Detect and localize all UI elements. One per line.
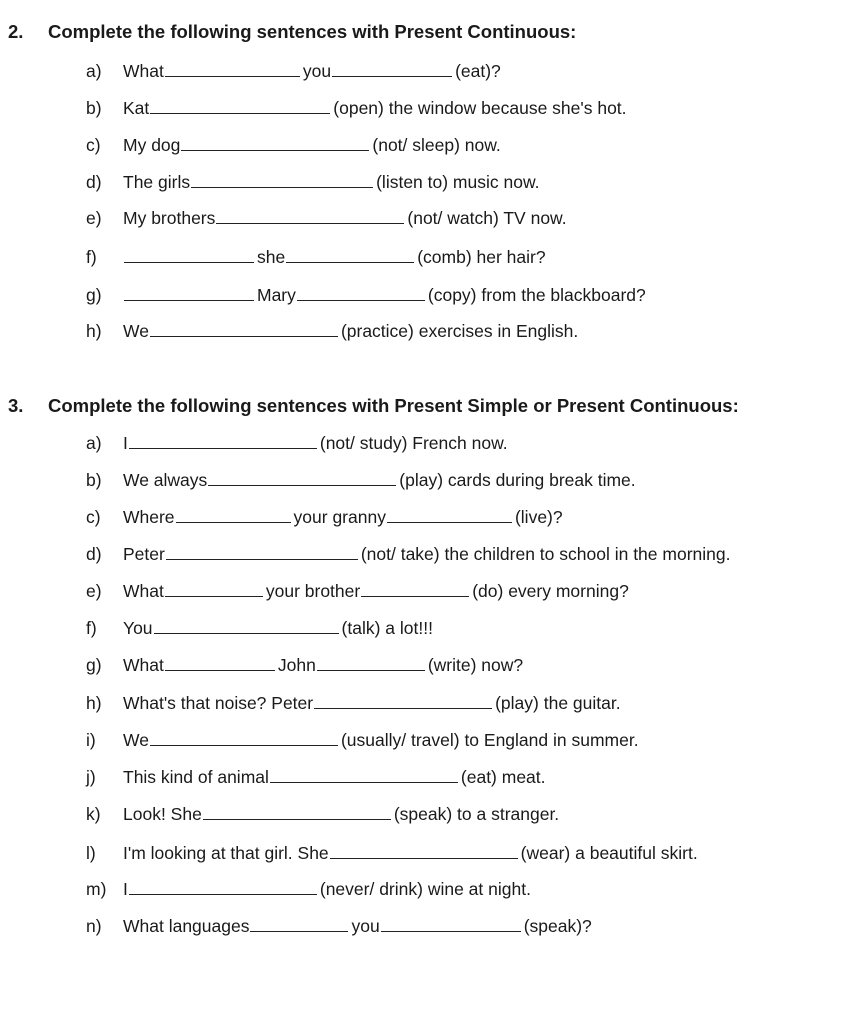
sentence xyxy=(123,876,531,902)
answer-blank[interactable] xyxy=(361,579,469,597)
item-letter: n) xyxy=(86,916,102,936)
sentence-text: The girls xyxy=(123,172,191,192)
sentence-text: We xyxy=(123,321,149,341)
sentence-text: Kat xyxy=(123,98,150,118)
sentence-text: (listen to) music now. xyxy=(376,172,540,192)
sentence-text: (live)? xyxy=(514,507,563,527)
sentence-text: (eat)? xyxy=(455,61,501,81)
sentence xyxy=(123,169,540,195)
sentence-text: John xyxy=(277,655,316,675)
item-letter: h) xyxy=(86,693,102,713)
sentence-text: Peter xyxy=(123,544,165,564)
sentence-text: she xyxy=(257,247,286,267)
answer-blank[interactable] xyxy=(286,245,414,263)
sentence-text: Mary xyxy=(257,285,296,305)
answer-blank[interactable] xyxy=(216,206,404,224)
answer-blank[interactable] xyxy=(166,542,358,560)
sentence xyxy=(123,727,639,753)
answer-blank[interactable] xyxy=(270,765,458,783)
item-letter: e) xyxy=(86,581,102,601)
sentence-text: (practice) exercises in English. xyxy=(340,321,579,341)
sentence xyxy=(123,430,508,456)
sentence-text: (write) now? xyxy=(427,655,524,675)
answer-blank[interactable] xyxy=(150,319,338,337)
sentence-text: We xyxy=(123,730,149,750)
sentence-text: (speak)? xyxy=(523,916,592,936)
exercise-number: 3. xyxy=(8,395,24,416)
sentence-text: your brother xyxy=(265,581,361,601)
sentence-text: your granny xyxy=(293,507,386,527)
item-letter: a) xyxy=(86,433,102,453)
sentence xyxy=(123,244,546,270)
sentence-text: (wear) a beautiful skirt. xyxy=(520,843,698,863)
sentence xyxy=(123,615,433,641)
sentence-text: (comb) her hair? xyxy=(417,247,546,267)
sentence xyxy=(123,132,501,158)
exercise-2-heading xyxy=(8,21,576,43)
sentence-text: We always xyxy=(123,470,208,490)
exercise-3-heading xyxy=(8,395,739,417)
sentence-text: (eat) meat. xyxy=(460,767,546,787)
sentence-text: My dog xyxy=(123,135,181,155)
sentence-text: My brothers xyxy=(123,208,216,228)
item-letter: f) xyxy=(86,247,97,267)
sentence-text: (copy) from the blackboard? xyxy=(427,285,646,305)
item-letter: g) xyxy=(86,655,102,675)
item-letter: f) xyxy=(86,618,97,638)
sentence-text: (talk) a lot!!! xyxy=(341,618,433,638)
answer-blank[interactable] xyxy=(250,914,348,932)
item-letter: c) xyxy=(86,507,101,527)
sentence xyxy=(123,801,559,827)
exercise-title: Complete the following sentences with Present Simple or Present Continuous: xyxy=(48,395,739,416)
answer-blank[interactable] xyxy=(330,841,518,859)
sentence-text: Where xyxy=(123,507,175,527)
item-letter: d) xyxy=(86,172,102,192)
sentence-text: (open) the window because she's hot. xyxy=(333,98,627,118)
answer-blank[interactable] xyxy=(297,283,425,301)
sentence xyxy=(123,467,636,493)
answer-blank[interactable] xyxy=(381,914,521,932)
answer-blank[interactable] xyxy=(317,653,425,671)
answer-blank[interactable] xyxy=(208,468,396,486)
sentence xyxy=(123,504,563,530)
sentence-text: (not/ sleep) now. xyxy=(372,135,501,155)
answer-blank[interactable] xyxy=(154,616,339,634)
answer-blank[interactable] xyxy=(332,59,452,77)
item-letter: l) xyxy=(86,843,96,863)
sentence-text: What xyxy=(123,61,164,81)
sentence-text: (not/ study) French now. xyxy=(319,433,508,453)
answer-blank[interactable] xyxy=(150,96,330,114)
sentence xyxy=(123,541,730,567)
sentence-text: (speak) to a stranger. xyxy=(393,804,560,824)
sentence-text: (never/ drink) wine at night. xyxy=(319,879,531,899)
answer-blank[interactable] xyxy=(387,505,512,523)
sentence xyxy=(123,764,546,790)
sentence-text: Look! She xyxy=(123,804,202,824)
item-letter: e) xyxy=(86,208,102,228)
sentence-text: I xyxy=(123,879,128,899)
sentence-text: (play) the guitar. xyxy=(495,693,621,713)
sentence-text: What xyxy=(123,655,164,675)
answer-blank[interactable] xyxy=(165,59,300,77)
sentence-text: (not/ watch) TV now. xyxy=(407,208,567,228)
sentence-text: You xyxy=(123,618,153,638)
sentence-text: What languages xyxy=(123,916,250,936)
sentence-text: What xyxy=(123,581,164,601)
answer-blank[interactable] xyxy=(129,877,317,895)
item-letter: d) xyxy=(86,544,102,564)
sentence xyxy=(123,652,523,678)
sentence-text: (not/ take) the children to school in the morning. xyxy=(360,544,731,564)
item-letter: b) xyxy=(86,470,102,490)
sentence xyxy=(123,282,646,308)
sentence xyxy=(123,205,567,231)
item-letter: k) xyxy=(86,804,101,824)
item-letter: m) xyxy=(86,879,107,899)
sentence xyxy=(123,913,592,939)
item-letter: i) xyxy=(86,730,96,750)
item-letter: j) xyxy=(86,767,96,787)
sentence-text: you xyxy=(302,61,332,81)
item-letter: a) xyxy=(86,61,102,81)
answer-blank[interactable] xyxy=(176,505,291,523)
answer-blank[interactable] xyxy=(181,133,369,151)
answer-blank[interactable] xyxy=(314,691,492,709)
answer-blank[interactable] xyxy=(165,653,275,671)
sentence-text: (usually/ travel) to England in summer. xyxy=(340,730,639,750)
item-letter: h) xyxy=(86,321,102,341)
sentence-text: I'm looking at that girl. She xyxy=(123,843,329,863)
answer-blank[interactable] xyxy=(150,728,338,746)
sentence-text: What's that noise? Peter xyxy=(123,693,314,713)
answer-blank[interactable] xyxy=(165,579,263,597)
answer-blank[interactable] xyxy=(191,170,373,188)
sentence xyxy=(123,95,627,121)
item-letter: g) xyxy=(86,285,102,305)
item-letter: b) xyxy=(86,98,102,118)
answer-blank[interactable] xyxy=(129,431,317,449)
sentence xyxy=(123,318,578,344)
answer-blank[interactable] xyxy=(203,802,391,820)
exercise-number: 2. xyxy=(8,21,24,42)
sentence-text: (do) every morning? xyxy=(472,581,629,601)
sentence-text: you xyxy=(351,916,380,936)
sentence xyxy=(123,840,698,866)
answer-blank[interactable] xyxy=(124,245,254,263)
sentence xyxy=(123,690,621,716)
answer-blank[interactable] xyxy=(124,283,254,301)
sentence xyxy=(123,58,501,84)
exercise-title: Complete the following sentences with Present Continuous: xyxy=(48,21,577,42)
sentence xyxy=(123,578,629,604)
sentence-text: (play) cards during break time. xyxy=(399,470,636,490)
sentence-text: I xyxy=(123,433,128,453)
sentence-text: This kind of animal xyxy=(123,767,269,787)
item-letter: c) xyxy=(86,135,101,155)
